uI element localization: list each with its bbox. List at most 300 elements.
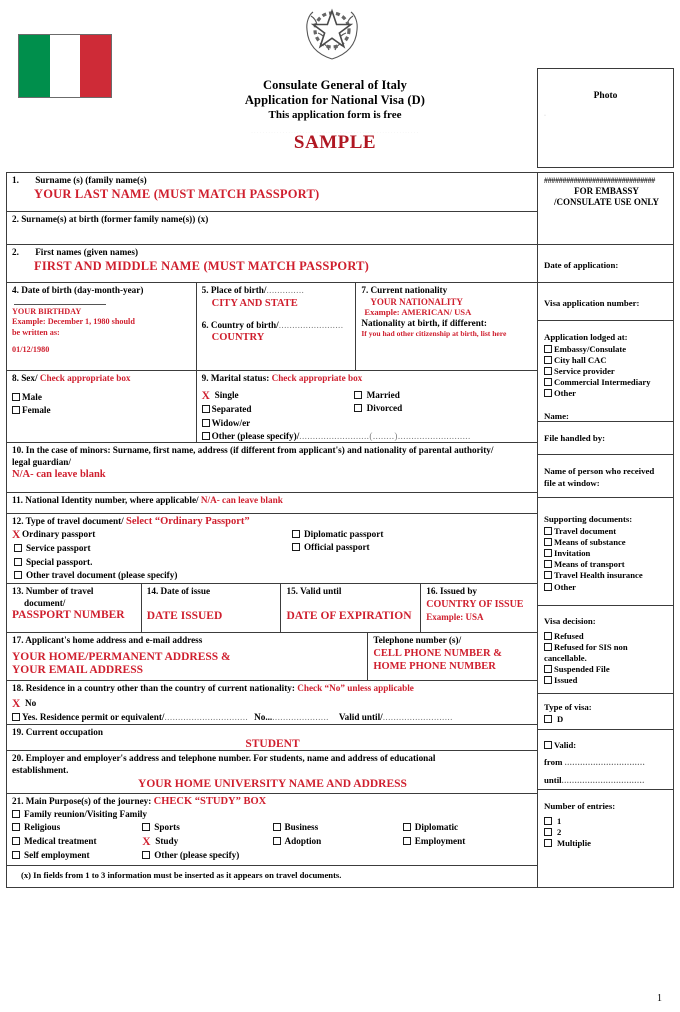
label-religious: Religious (24, 822, 61, 832)
field-18-no-text: No... (254, 712, 273, 722)
checkbox-invitation[interactable] (544, 549, 552, 557)
label-cancellable: cancellable. (544, 652, 587, 663)
title-line-1: Consulate General of Italy (263, 78, 407, 92)
supporting-option-means-of-transport[interactable] (544, 559, 669, 570)
field-3-number: 2. (12, 247, 19, 257)
decorative-dotted-rule: ........................................................... (250, 126, 420, 133)
field-17-value-2: YOUR EMAIL ADDRESS (12, 663, 143, 676)
field-12-option-official[interactable] (292, 541, 532, 555)
checkbox-male[interactable] (12, 393, 20, 401)
field-18-option-yes[interactable] (12, 711, 533, 725)
lodged-at-option-service-provider[interactable] (544, 366, 669, 377)
label-diplomatic: Diplomatic (414, 822, 459, 832)
valid-from-row (544, 757, 669, 769)
decision-option-suspended[interactable] (544, 664, 669, 675)
field-1-surname[interactable] (7, 173, 537, 212)
checkbox-residence-yes[interactable] (12, 713, 20, 721)
type-of-visa-section (538, 694, 673, 730)
checkbox-marital-other[interactable] (202, 432, 210, 440)
checkbox-self-employment[interactable] (12, 851, 20, 859)
field-21-option-study[interactable] (142, 835, 272, 850)
label-ordinary-passport: Ordinary passport (22, 528, 96, 539)
field-18-hint: Check “No” unless applicable (297, 683, 414, 693)
field-20-employer[interactable] (7, 751, 537, 794)
label-separated: Separated (211, 404, 252, 414)
checkbox-issued[interactable] (544, 676, 552, 684)
field-17-home-address[interactable] (7, 633, 368, 680)
label-refused: Refused (554, 630, 584, 641)
checkbox-lodged-other[interactable] (544, 389, 552, 397)
field-21-option-self-employment[interactable] (12, 849, 142, 863)
field-21-option-family-reunion[interactable] (12, 808, 533, 822)
footnote-text: (x) In fields from 1 to 3 information must be inserted as it appears on travel documents. (21, 870, 342, 880)
checkbox-married[interactable] (354, 391, 362, 399)
field-21-option-purpose-other[interactable] (142, 849, 272, 863)
embassy-name-label: Name: (544, 410, 569, 421)
label-adoption: Adoption (284, 835, 322, 846)
valid-from-dots: ............................... (564, 758, 646, 768)
field-9-label (202, 373, 533, 385)
field-18-yes-dots: ............................... (164, 712, 249, 722)
supporting-documents-section (538, 498, 673, 606)
field-12-option-other[interactable] (12, 569, 292, 583)
field-19-current-occupation[interactable] (7, 725, 537, 751)
field-19-label: 19. Current occupation (12, 727, 103, 737)
field-9-other-dots: ..........................(........)........................... (299, 431, 471, 441)
field-16-issued-by[interactable] (421, 584, 537, 632)
field-16-value-2: Example: USA (426, 611, 484, 622)
label-single: Single (214, 389, 239, 400)
lodged-at-label: Application lodged at: (544, 332, 628, 342)
telephone-label: Telephone number (s)/ (373, 635, 462, 645)
checkbox-widower[interactable] (202, 419, 210, 427)
valid-option[interactable] (544, 740, 669, 751)
checkbox-business[interactable] (273, 823, 281, 831)
sample-watermark: SAMPLE (293, 132, 377, 153)
form-header (0, 0, 680, 172)
field-18-valid-text: Valid until/ (338, 712, 383, 722)
field-12-label-text: 12. Type of travel document/ (12, 516, 124, 526)
label-visa-type-d: D (557, 713, 564, 724)
checkbox-refused[interactable] (544, 632, 552, 640)
field-21-main-purpose[interactable] (7, 794, 537, 866)
lodged-at-option-other[interactable] (544, 388, 669, 399)
photo-box[interactable] (537, 68, 674, 168)
flag-stripe-green (19, 35, 50, 97)
checkbox-commercial-intermediary[interactable] (544, 378, 552, 386)
valid-section (538, 730, 673, 790)
type-of-visa-label: Type of visa: (544, 702, 592, 712)
file-handled-by-label: File handled by: (544, 433, 606, 443)
field-12-option-service[interactable] (12, 542, 292, 556)
photo-corner-tick: · (544, 113, 546, 119)
field-10-value: N/A- can leave blank (12, 469, 106, 480)
embassy-heading-section (538, 173, 673, 245)
field-8-label (12, 373, 192, 385)
field-20-label-line-2: establishment. (12, 764, 69, 775)
field-12-travel-document-type[interactable] (7, 514, 537, 584)
field-21-grid-row-3 (12, 849, 533, 863)
visa-application-number-section[interactable] (538, 283, 673, 321)
label-special-passport: Special passport. (26, 556, 93, 567)
field-4-value-1: YOUR BIRTHDAY (12, 306, 82, 316)
supporting-option-health-insurance[interactable] (544, 570, 669, 581)
field-8-sex[interactable] (7, 371, 197, 442)
checkbox-separated[interactable] (202, 405, 210, 413)
flag-stripe-red (80, 35, 111, 97)
supporting-documents-label: Supporting documents: (544, 514, 633, 524)
field-1-number: 1. (12, 175, 19, 185)
checkbox-diplomatic-passport[interactable] (292, 530, 300, 538)
fields-8-9-row (7, 371, 537, 443)
label-commercial-intermediary: Commercial Intermediary (554, 377, 651, 388)
x-mark-residence-no: X (12, 697, 21, 710)
visa-application-number-label: Visa application number: (544, 298, 640, 308)
field-21-label-text: 21. Main Purpose(s) of the journey: (12, 796, 152, 806)
checkbox-travel-document[interactable] (544, 527, 552, 535)
fields-5-6-place-country-of-birth[interactable] (197, 283, 357, 370)
lodged-at-option-embassy[interactable] (544, 344, 669, 355)
supporting-option-other[interactable] (544, 582, 669, 593)
label-study: Study (155, 835, 179, 846)
date-of-application-section[interactable] (538, 245, 673, 283)
field-3-value: FIRST AND MIDDLE NAME (MUST MATCH PASSPORT) (34, 258, 370, 273)
label-employment: Employment (414, 835, 466, 846)
field-13-value: PASSPORT NUMBER (12, 609, 125, 621)
field-3-label (12, 247, 533, 259)
checkbox-embassy-consulate[interactable] (544, 345, 552, 353)
checkbox-adoption[interactable] (273, 837, 281, 845)
checkbox-valid[interactable] (544, 741, 552, 749)
field-17-telephone[interactable] (368, 633, 537, 680)
field-9-option-single[interactable] (202, 389, 352, 404)
field-21-option-business[interactable] (273, 821, 403, 835)
field-3-first-names[interactable] (7, 245, 537, 283)
label-suspended-file: Suspended File (554, 664, 610, 675)
field-5-label-text: 5. Place of birth/ (201, 285, 267, 295)
checkbox-official-passport[interactable] (292, 543, 300, 551)
field-11-national-identity-number[interactable] (7, 493, 537, 514)
field-4-value-2: Example: December 1, 1980 should (12, 317, 135, 326)
field-12-label (12, 516, 533, 528)
field-16-label: 16. Issued by (426, 586, 478, 596)
label-entries-1: 1 (557, 815, 562, 826)
field-21-label (12, 796, 533, 808)
field-7-value-2: Example: AMERICAN/ USA (364, 307, 472, 317)
checkbox-travel-health-insurance[interactable] (544, 571, 552, 579)
applicant-fields-column (6, 172, 537, 888)
field-17-value-1: YOUR HOME/PERMANENT ADDRESS & (12, 650, 231, 663)
valid-until-label: until (544, 774, 562, 785)
label-means-of-substance: Means of substance (554, 536, 626, 547)
field-21-option-medical[interactable] (12, 835, 142, 850)
label-travel-document: Travel document (554, 525, 617, 536)
checkbox-means-of-transport[interactable] (544, 560, 552, 568)
label-sports: Sports (154, 822, 180, 832)
file-handled-by-section[interactable] (538, 422, 673, 455)
label-marital-other: Other (please specify)/ (211, 431, 300, 441)
field-12-option-ordinary[interactable] (12, 528, 292, 543)
label-travel-health-insurance: Travel Health insurance (554, 570, 643, 581)
field-10-minors[interactable] (7, 443, 537, 493)
number-of-entries-label: Number of entries: (544, 801, 616, 811)
checkbox-means-of-substance[interactable] (544, 538, 552, 546)
field-18-option-no[interactable] (12, 697, 533, 712)
field-7-value-1: YOUR NATIONALITY (370, 296, 463, 307)
visa-decision-label: Visa decision: (544, 616, 596, 626)
field-9-hint: Check appropriate box (271, 373, 363, 383)
italy-flag (18, 34, 112, 98)
page-number: 1 (657, 993, 662, 1004)
flag-stripe-white (50, 35, 81, 97)
field-11-label (12, 495, 533, 507)
label-purpose-other: Other (please specify) (154, 850, 240, 860)
field-15-valid-until[interactable] (281, 584, 421, 632)
label-medical-treatment: Medical treatment (24, 835, 97, 846)
field-2-label: 2. Surname(s) at birth (former family name(s)) (x) (12, 214, 209, 224)
field-7-current-nationality[interactable] (356, 283, 537, 370)
field-9-option-other[interactable] (202, 430, 533, 444)
checkbox-other-travel-document[interactable] (14, 571, 22, 579)
embassy-hash-rule: ############################## (544, 176, 656, 185)
checkbox-employment[interactable] (403, 837, 411, 845)
field-14-value: DATE ISSUED (146, 609, 223, 622)
field-5-value: CITY AND STATE (211, 297, 298, 309)
field-21-empty-cell-1 (273, 849, 403, 863)
entries-option-1[interactable] (544, 816, 669, 827)
field-8-option-male[interactable] (12, 391, 192, 405)
label-self-employment: Self employment (24, 850, 90, 860)
label-means-of-transport: Means of transport (554, 559, 625, 570)
label-entries-multiple: Multiplie (557, 837, 591, 848)
label-other-travel-document: Other travel document (please specify) (26, 570, 178, 580)
label-issued: Issued (554, 675, 578, 686)
field-21-hint: CHECK “STUDY” BOX (153, 796, 267, 807)
label-divorced: Divorced (366, 403, 403, 413)
field-17-row (7, 633, 537, 681)
checkbox-religious[interactable] (12, 823, 20, 831)
field-4-write-line (14, 298, 106, 305)
checkbox-purpose-other[interactable] (142, 851, 150, 859)
checkbox-special-passport[interactable] (14, 558, 22, 566)
date-of-application-label: Date of application: (544, 260, 619, 270)
checkbox-medical-treatment[interactable] (12, 837, 20, 845)
field-1-label (12, 175, 533, 187)
field-1-value: YOUR LAST NAME (MUST MATCH PASSPORT) (34, 186, 320, 201)
field-11-label-text: 11. National Identity number, where applicable/ (12, 495, 199, 505)
decision-option-refused[interactable] (544, 631, 669, 642)
valid-until-dots: ................................ (561, 775, 645, 785)
telephone-value-1: CELL PHONE NUMBER & (373, 647, 502, 659)
x-mark-study: X (142, 835, 151, 848)
field-8-option-female[interactable] (12, 404, 192, 418)
telephone-value-2: HOME PHONE NUMBER (373, 660, 496, 672)
number-of-entries-section (538, 790, 673, 871)
x-mark-ordinary-passport: X (12, 528, 21, 541)
field-9-option-separated[interactable] (202, 403, 352, 417)
form-body (6, 172, 674, 888)
field-7-label-2: Nationality at birth, if different: (361, 317, 487, 328)
field-7-label: 7. Current nationality (361, 285, 448, 295)
received-file-section[interactable] (538, 455, 673, 498)
field-14-date-of-issue[interactable] (142, 584, 282, 632)
label-diplomatic-passport: Diplomatic passport (304, 528, 384, 539)
supporting-option-travel-document[interactable] (544, 526, 669, 537)
checkbox-refused-sis[interactable] (544, 643, 552, 651)
field-9-marital-status[interactable] (197, 371, 537, 442)
field-18-label-text: 18. Residence in a country other than the country of current nationality: (12, 683, 295, 693)
field-11-value: N/A- can leave blank (200, 495, 283, 505)
label-lodged-other: Other (554, 388, 576, 399)
label-widower: Widow/er (211, 417, 251, 428)
field-6-value: COUNTRY (211, 332, 265, 343)
label-female: Female (22, 405, 51, 415)
field-6-label (202, 320, 352, 332)
field-6-label-text: 6. Country of birth/ (201, 319, 279, 330)
checkbox-supporting-other[interactable] (544, 583, 552, 591)
field-21-option-religious[interactable] (12, 821, 142, 835)
field-17-label: 17. Applicant's home address and e-mail address (12, 635, 203, 645)
checkbox-entries-1[interactable] (544, 817, 552, 825)
field-19-value: STUDENT (245, 737, 300, 750)
field-12-hint: Select “Ordinary Passport” (125, 516, 250, 527)
field-21-grid-row-1 (12, 821, 533, 835)
field-8-hint: Check appropriate box (39, 373, 131, 383)
lodged-at-option-commercial[interactable] (544, 377, 669, 388)
field-13-label-line-2: document/ (24, 597, 66, 608)
field-20-label-line-1: 20. Employer and employer's address and telephone number. For students, name and address of educational (12, 753, 436, 763)
lodged-at-option-city-hall[interactable] (544, 355, 669, 366)
label-service-provider: Service provider (554, 365, 615, 376)
label-embassy-consulate: Embassy/Consulate (554, 343, 627, 354)
title-line-3: This application form is free (268, 109, 402, 121)
field-9-label-text: 9. Marital status: (201, 373, 270, 383)
checkbox-visa-type-d[interactable] (544, 715, 552, 723)
checkbox-service-provider[interactable] (544, 367, 552, 375)
supporting-option-invitation[interactable] (544, 548, 669, 559)
visa-decision-section (538, 606, 673, 694)
field-21-grid-row-2 (12, 835, 533, 850)
field-21-option-diplomatic[interactable] (403, 821, 533, 835)
field-21-option-employment[interactable] (403, 835, 533, 850)
field-18-no-dots: ..................... (272, 712, 329, 722)
valid-from-label: from (544, 757, 565, 768)
checkbox-entries-multiple[interactable] (544, 839, 552, 847)
field-10-label-line-2: legal guardian/ (12, 456, 71, 467)
embassy-use-column (537, 172, 674, 888)
label-entries-2: 2 (557, 826, 562, 837)
embassy-heading-line-1: FOR EMBASSY (574, 186, 639, 196)
fields-4-5-6-7-row (7, 283, 537, 371)
checkbox-female[interactable] (12, 406, 20, 414)
label-residence-yes: Yes. Residence permit or equivalent/ (22, 712, 165, 722)
decision-refused-sis-continued (544, 653, 669, 664)
field-6-dots: ........................ (278, 319, 344, 330)
field-9-option-widower[interactable] (202, 417, 352, 431)
decision-option-issued[interactable] (544, 675, 669, 686)
received-label-line-2: file at window: (544, 477, 600, 488)
entries-option-2[interactable] (544, 827, 669, 838)
field-18-label (12, 683, 533, 695)
field-18-valid-dots: .......................... (382, 712, 453, 722)
field-15-value: DATE OF EXPIRATION (286, 609, 412, 622)
field-4-value-4: 01/12/1980 (12, 345, 50, 354)
x-mark-single: X (201, 389, 210, 402)
checkbox-service-passport[interactable] (14, 544, 22, 552)
embassy-heading-line-2: /CONSULATE USE ONLY (553, 197, 660, 207)
field-4-date-of-birth[interactable] (7, 283, 197, 370)
checkbox-suspended-file[interactable] (544, 665, 552, 673)
footnote-row (7, 866, 537, 887)
field-18-residence-other-country[interactable] (7, 681, 537, 725)
checkbox-family-reunion[interactable] (12, 810, 20, 818)
field-13-document-number[interactable] (7, 584, 142, 632)
field-12-option-special[interactable] (12, 556, 292, 570)
field-4-label: 4. Date of birth (day-month-year) (12, 285, 144, 295)
checkbox-entries-2[interactable] (544, 828, 552, 836)
field-12-option-diplomatic[interactable] (292, 528, 532, 542)
field-21-empty-cell-2 (403, 849, 533, 863)
field-21-option-sports[interactable] (142, 821, 272, 835)
photo-label: Photo (593, 91, 618, 101)
label-official-passport: Official passport (304, 542, 370, 552)
label-family-reunion: Family reunion/Visiting Family (24, 808, 148, 819)
field-10-label-line-1: 10. In the case of minors: Surname, first name, address (if different from applicant's) and nationality of parental authority/ (12, 445, 494, 455)
field-5-dots: .............. (266, 285, 305, 295)
field-20-value: YOUR HOME UNIVERSITY NAME AND ADDRESS (138, 778, 407, 790)
field-7-value-3: If you had other citizenship at birth, list here (361, 329, 507, 338)
field-9-option-divorced[interactable] (352, 402, 532, 416)
label-service-passport: Service passport (26, 543, 91, 553)
field-8-label-text: 8. Sex/ (12, 373, 38, 383)
label-city-hall-cac: City hall CAC (554, 354, 607, 365)
fields-13-16-row (7, 584, 537, 633)
received-label-line-1: Name of person who received (544, 466, 655, 476)
label-valid: Valid: (554, 740, 577, 750)
field-9-option-married[interactable] (352, 389, 532, 403)
checkbox-city-hall-cac[interactable] (544, 356, 552, 364)
checkbox-divorced[interactable] (354, 404, 362, 412)
italian-republic-emblem (298, 2, 366, 62)
spacer (202, 310, 352, 320)
field-13-label-line-1: 13. Number of travel (12, 586, 94, 596)
valid-until-row (544, 775, 669, 787)
checkbox-sports[interactable] (142, 823, 150, 831)
field-5-label (202, 285, 352, 297)
field-16-value-1: COUNTRY OF ISSUE (426, 598, 524, 610)
label-supporting-other: Other (554, 581, 576, 592)
label-residence-no: No (25, 697, 37, 708)
application-lodged-at-section (538, 321, 673, 422)
field-21-option-adoption[interactable] (273, 835, 403, 850)
label-married: Married (366, 389, 400, 400)
label-male: Male (22, 391, 42, 402)
field-15-label: 15. Valid until (286, 586, 342, 596)
label-invitation: Invitation (554, 547, 591, 558)
field-4-value-3: be written as: (12, 327, 60, 337)
checkbox-diplomatic[interactable] (403, 823, 411, 831)
supporting-option-means-of-substance[interactable] (544, 537, 669, 548)
field-3-label-text: First names (given names) (35, 247, 139, 257)
decision-option-refused-sis[interactable] (544, 642, 669, 653)
entries-option-multiple[interactable] (544, 838, 669, 849)
field-14-label: 14. Date of issue (146, 586, 211, 596)
title-line-2: Application for National Visa (D) (244, 93, 426, 107)
field-2-surname-at-birth[interactable] (7, 212, 537, 245)
title-block (150, 78, 520, 153)
label-refused-sis: Refused for SIS non (554, 641, 628, 652)
type-of-visa-option-d[interactable] (544, 714, 669, 725)
